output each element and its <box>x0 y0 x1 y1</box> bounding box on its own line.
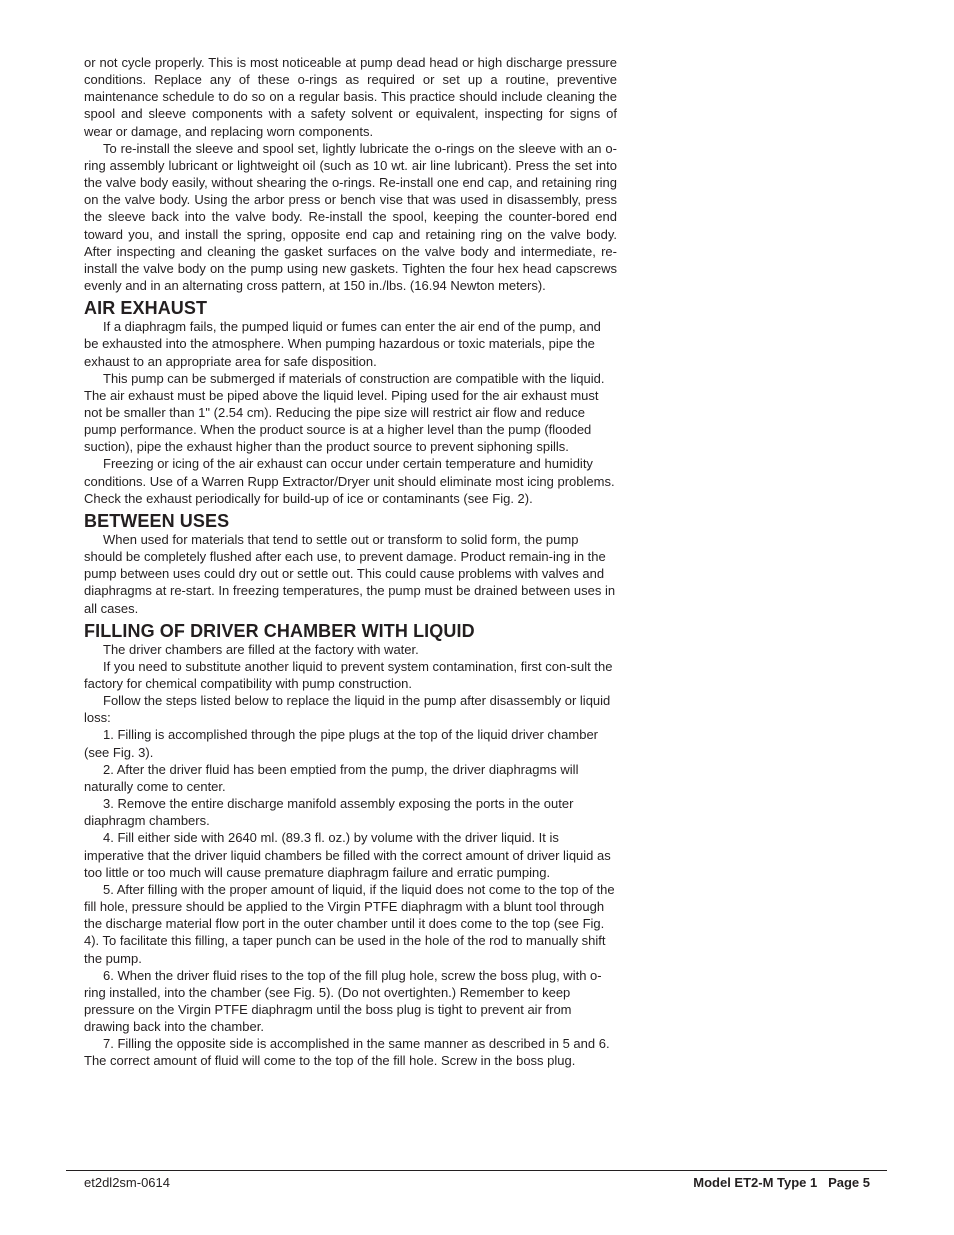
step-item: 3. Remove the entire discharge manifold assembly exposing the ports in the outer diaphragm chambers. <box>84 796 574 829</box>
paragraph: The driver chambers are filled at the factory with water. <box>103 641 419 657</box>
paragraph: If you need to substitute another liquid to prevent system contamination, first con-sult the factory for chemical compatibility with pump construction. <box>84 658 613 691</box>
paragraph: To re-install the sleeve and spool set, lightly lubricate the o-rings on the sleeve with an o-ring assembly lubricant or lightweight oil (such as 10 wt. air line lubricant). Press the set into the valve body easily, without shearing the o-rings. Re-install one end cap, and retaining ring on the valve body. Using the arbor press or bench vise that was used in disassembly, press the sleeve back into the valve body. Re-install the spool, keeping the counter-bored end toward you, and install the spring, opposite end cap and retaining ring on the valve body. After inspecting and cleaning the gasket surfaces on the valve body and intermediate, re-install the valve body on the pump using new gaskets. Tighten the four hex head capscrews evenly and in an alternating cross pattern, at 150 in./lbs. (16.94 Newton meters). <box>84 140 617 294</box>
section-heading-filling-driver-chamber: FILLING OF DRIVER CHAMBER WITH LIQUID <box>84 620 475 641</box>
footer-model-page: Model ET2-M Type 1 Page 5 <box>693 1175 870 1190</box>
footer-divider <box>66 1170 887 1171</box>
paragraph: Freezing or icing of the air exhaust can occur under certain temperature and humidity conditions. Use of a Warren Rupp Extractor/Dryer unit should eliminate most icing problems. Check the exhaust periodically for build-up of ice or contaminants (see Fig. 2). <box>84 456 615 506</box>
paragraph: or not cycle properly. This is most noticeable at pump dead head or high discharge pressure conditions. Replace any of these o-rings as required or set up a routine, preventive maintenance schedule to do so on a regular basis. This practice should include cleaning the spool and sleeve components with a safety solvent or equivalent, inspecting for signs of wear or damage, and replacing worn components. <box>84 55 617 139</box>
page-body <box>84 54 617 1070</box>
step-item: 4. Fill either side with 2640 ml. (89.3 fl. oz.) by volume with the driver liquid. It is imperative that the driver liquid chambers be filled with the correct amount of driver liquid as too little or too much will cause premature diaphragm failure and erratic pumping. <box>84 830 611 880</box>
paragraph: If a diaphragm fails, the pumped liquid or fumes can enter the air end of the pump, and be exhausted into the atmosphere. When pumping hazardous or toxic materials, pipe the exhaust to an appropriate area for safe disposition. <box>84 319 601 369</box>
paragraph: This pump can be submerged if materials of construction are compatible with the liquid. The air exhaust must be piped above the liquid level. Piping used for the air exhaust must not be smaller than 1" (2.54 cm). Reducing the pipe size will restrict air flow and reduce pump performance. When the product source is at a higher level than the pump (flooded suction), pipe the exhaust higher than the product source to prevent siphoning spills. <box>84 370 605 455</box>
section-heading-air-exhaust: AIR EXHAUST <box>84 298 208 319</box>
paragraph: When used for materials that tend to settle out or transform to solid form, the pump should be completely flushed after each use, to prevent damage. Product remain-ing in the pump between uses could dry out or settle out. This could cause problems with valves and diaphragms at re-start. In freezing temperatures, the pump must be drained between uses in all cases. <box>84 531 616 616</box>
step-item: 7. Filling the opposite side is accomplished in the same manner as described in 5 and 6. The correct amount of fluid will come to the top of the fill hole. Screw in the boss plug. <box>84 1036 610 1069</box>
step-item: 5. After filling with the proper amount of liquid, if the liquid does not come to the top of the fill hole, pressure should be applied to the Virgin PTFE diaphragm with a blunt tool through the discharge material flow port in the outer chamber until it does come to the top (see Fig. 4). To facilitate this filling, a taper punch can be used in the hole of the rod to manually shift the pump. <box>84 881 615 966</box>
step-item: 6. When the driver fluid rises to the top of the fill plug hole, screw the boss plug, with o-ring installed, into the chamber (see Fig. 5). (Do not overtighten.) Remember to keep pressure on the Virgin PTFE diaphragm until the boss plug is tight to prevent air from drawing back into the chamber. <box>84 967 602 1035</box>
step-item: 1. Filling is accomplished through the pipe plugs at the top of the liquid driver chamber (see Fig. 3). <box>84 727 599 760</box>
section-heading-between-uses: BETWEEN USES <box>84 510 230 531</box>
footer-document-code: et2dl2sm-0614 <box>84 1175 170 1190</box>
paragraph: Follow the steps listed below to replace the liquid in the pump after disassembly or liquid loss: <box>84 693 611 726</box>
step-item: 2. After the driver fluid has been emptied from the pump, the driver diaphragms will naturally come to center. <box>84 761 579 794</box>
